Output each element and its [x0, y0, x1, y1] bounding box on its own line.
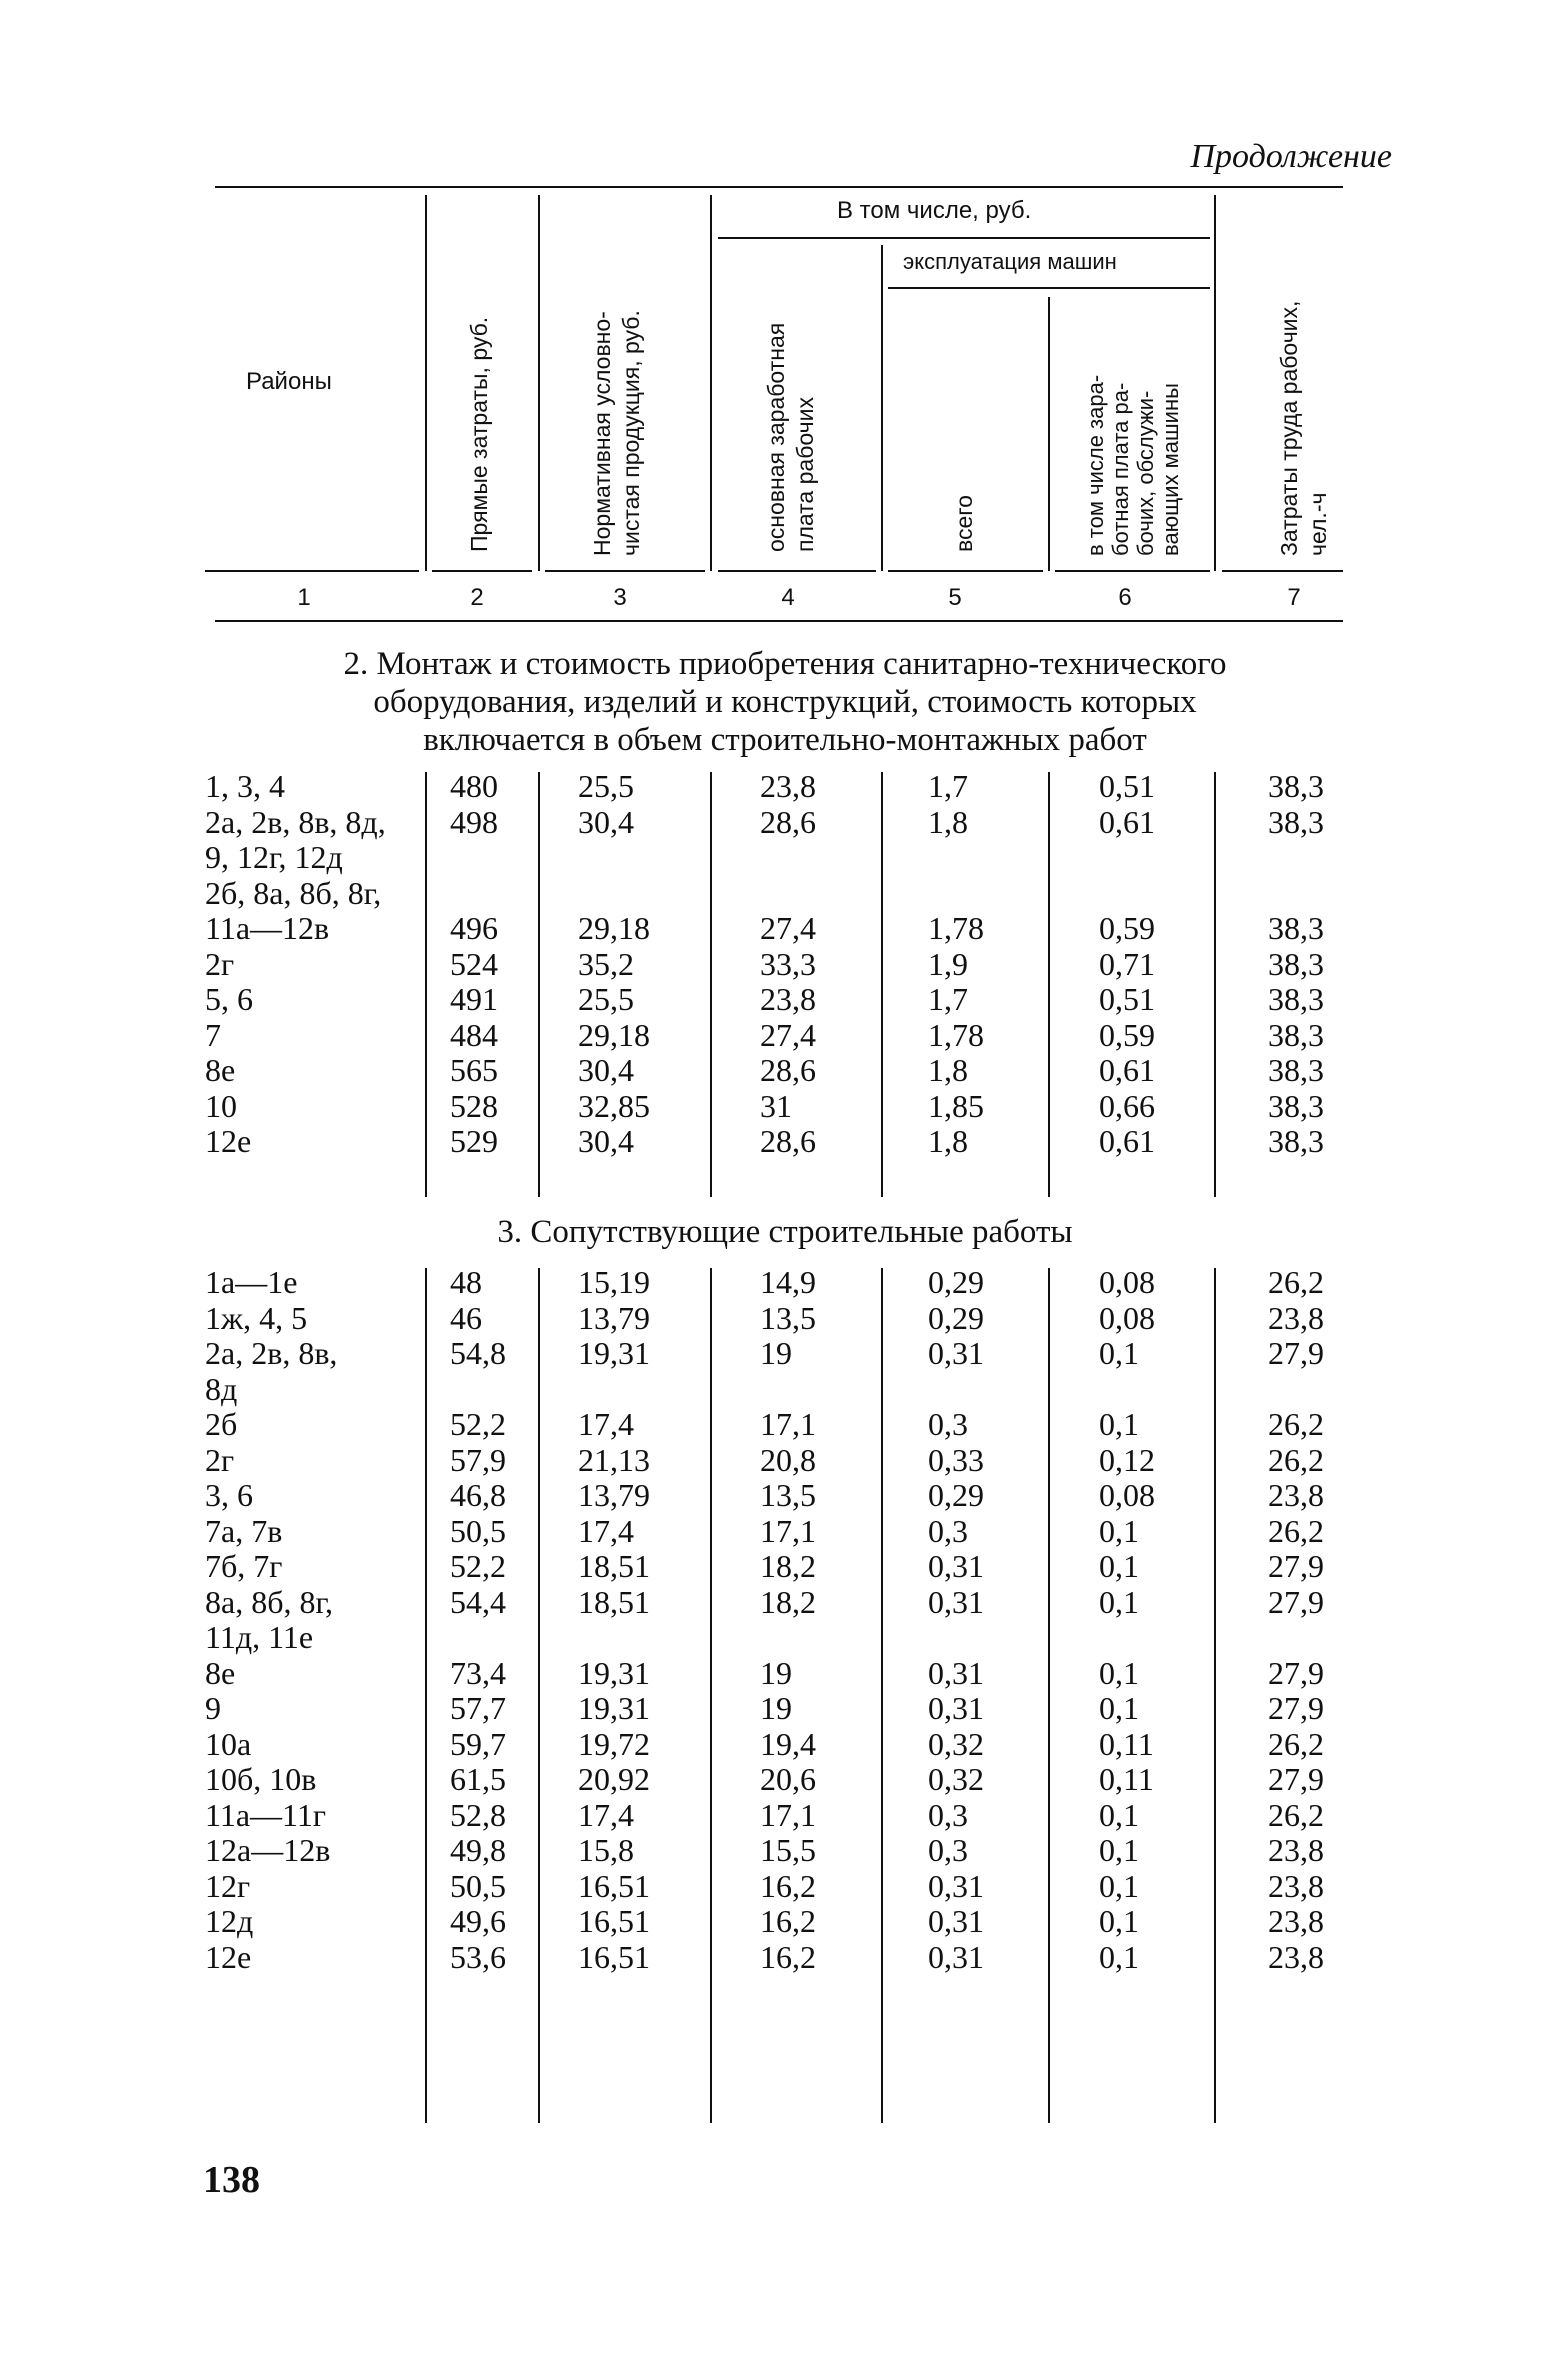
value-cell: 1,78: [928, 910, 984, 946]
value-cell: 0,61: [1099, 803, 1155, 840]
district-cell: 12е: [205, 1123, 252, 1159]
value-cell: 27,9: [1268, 1335, 1324, 1371]
value-cell: 529: [450, 1123, 498, 1159]
value-cell: 38,3: [1268, 1123, 1324, 1159]
value-cell: 52,8: [450, 1796, 506, 1833]
value-cell: 19: [760, 1335, 792, 1371]
district-cell: 7б, 7г: [205, 1548, 283, 1584]
table-row: [0, 1868, 1549, 1904]
section2-title-line1: 2. Монтаж и стоимость приобретения санитарно-технического: [343, 646, 1227, 682]
value-cell: 59,7: [450, 1725, 506, 1762]
value-cell: 23,8: [1268, 1832, 1324, 1868]
header-machine-operation: эксплуатация машин: [903, 249, 1117, 274]
value-cell: 19,4: [760, 1725, 816, 1762]
value-cell: 0,08: [1099, 1264, 1155, 1300]
district-cell: 3, 6: [205, 1477, 253, 1513]
value-cell: 50,5: [450, 1867, 506, 1904]
value-cell: 484: [450, 1016, 498, 1053]
value-cell: 38,3: [1268, 981, 1324, 1017]
value-cell: 21,13: [578, 1441, 650, 1478]
value-cell: 0,1: [1099, 1903, 1139, 1939]
value-cell: 19,31: [578, 1690, 650, 1726]
value-cell: 0,59: [1099, 1016, 1155, 1053]
value-cell: 13,79: [578, 1299, 650, 1336]
value-cell: 38,3: [1268, 910, 1324, 946]
value-cell: 26,2: [1268, 1406, 1324, 1442]
value-cell: 0,29: [928, 1264, 984, 1300]
value-cell: 19: [760, 1690, 792, 1726]
district-cell: 5, 6: [205, 981, 253, 1017]
table-row: [0, 1726, 1549, 1762]
table-row: [0, 1513, 1549, 1549]
header-bottom-rule: [888, 570, 1043, 572]
value-cell: 17,4: [578, 1796, 634, 1833]
value-cell: 23,8: [760, 981, 816, 1017]
value-cell: 23,8: [1268, 1477, 1324, 1513]
value-cell: 27,9: [1268, 1690, 1324, 1726]
district-cell: 11а—12в: [205, 910, 330, 946]
district-cell: 8е: [205, 1654, 236, 1691]
header-incl-wage-line3: бочих, обслужи-: [1133, 390, 1158, 556]
value-cell: 23,8: [1268, 1903, 1324, 1939]
including-rule: [718, 237, 1210, 239]
column-number: 7: [1287, 584, 1301, 611]
value-cell: 30,4: [578, 1123, 634, 1159]
value-cell: 27,9: [1268, 1583, 1324, 1620]
value-cell: 35,2: [578, 945, 634, 982]
value-cell: 0,1: [1099, 1548, 1139, 1584]
value-cell: 0,59: [1099, 910, 1155, 946]
value-cell: 38,3: [1268, 1052, 1324, 1088]
table-row: [0, 981, 1549, 1017]
value-cell: 57,9: [450, 1441, 506, 1478]
page-number: 138: [203, 2159, 260, 2201]
value-cell: 26,2: [1268, 1264, 1324, 1300]
district-cell: 2г: [205, 945, 235, 982]
column-number: 5: [948, 584, 962, 611]
value-cell: 19,31: [578, 1654, 650, 1691]
value-cell: 0,51: [1099, 768, 1155, 804]
value-cell: 16,51: [578, 1903, 650, 1939]
header-total: всего: [951, 495, 977, 552]
table-row: [0, 768, 1549, 804]
district-cell: 7а, 7в: [205, 1512, 283, 1549]
header-divider: [538, 195, 540, 571]
value-cell: 1,7: [928, 981, 968, 1017]
value-cell: 1,9: [928, 945, 968, 982]
value-cell: 565: [450, 1052, 498, 1088]
value-cell: 528: [450, 1087, 498, 1124]
value-cell: 26,2: [1268, 1796, 1324, 1833]
district-cell: 8е: [205, 1052, 236, 1088]
table-row: [0, 804, 1549, 840]
value-cell: 0,31: [928, 1938, 984, 1975]
value-cell: 52,2: [450, 1548, 506, 1584]
value-cell: 0,08: [1099, 1477, 1155, 1513]
header-bottom-rule: [718, 570, 876, 572]
column-number: 4: [781, 584, 795, 611]
header-divider: [1214, 195, 1216, 571]
section3-title: 3. Сопутствующие строительные работы: [497, 1214, 1073, 1250]
value-cell: 16,2: [760, 1938, 816, 1975]
value-cell: 0,11: [1099, 1725, 1154, 1762]
header-base-wage: [762, 323, 820, 552]
header-divider: [1048, 297, 1050, 571]
value-cell: 0,1: [1099, 1867, 1139, 1904]
header-incl-wage-line4: вающих машины: [1158, 383, 1183, 556]
value-cell: 13,79: [578, 1477, 650, 1513]
value-cell: 0,31: [928, 1335, 984, 1371]
table-row: [0, 1761, 1549, 1797]
machines-rule: [888, 287, 1210, 289]
value-cell: 0,12: [1099, 1441, 1155, 1478]
table-row: [0, 1548, 1549, 1584]
district-cell: 9: [205, 1690, 221, 1726]
value-cell: 0,3: [928, 1832, 968, 1868]
district-cell: 12е: [205, 1938, 252, 1975]
district-cell: 1, 3, 4: [205, 768, 285, 804]
value-cell: 0,1: [1099, 1796, 1139, 1833]
header-normative-net: [588, 310, 646, 556]
header-direct-costs: Прямые затраты, руб.: [466, 316, 492, 552]
value-cell: 0,31: [928, 1548, 984, 1584]
header-bottom-rule: [1055, 570, 1210, 572]
value-cell: 498: [450, 803, 498, 840]
value-cell: 23,8: [760, 768, 816, 804]
district-cell: 9, 12г, 12д: [205, 839, 343, 875]
value-cell: 16,51: [578, 1938, 650, 1975]
value-cell: 38,3: [1268, 945, 1324, 982]
column-numbers-rule: [215, 620, 1343, 622]
district-cell: 11д, 11е: [205, 1619, 314, 1655]
column-number: 6: [1118, 584, 1132, 611]
value-cell: 0,51: [1099, 981, 1155, 1017]
section2-title-line3: включается в объем строительно-монтажных работ: [423, 722, 1147, 758]
header-incl-wage-line2: ботная плата ра-: [1108, 382, 1133, 556]
value-cell: 38,3: [1268, 1016, 1324, 1053]
district-cell: 1а—1е: [205, 1264, 298, 1300]
value-cell: 1,85: [928, 1087, 984, 1124]
section2-title: [220, 645, 1350, 759]
value-cell: 26,2: [1268, 1725, 1324, 1762]
table-row: [0, 1832, 1549, 1868]
value-cell: 0,1: [1099, 1654, 1139, 1691]
value-cell: 19,31: [578, 1335, 650, 1371]
value-cell: 0,3: [928, 1796, 968, 1833]
value-cell: 0,3: [928, 1406, 968, 1442]
value-cell: 1,8: [928, 803, 968, 840]
district-cell: 12г: [205, 1867, 251, 1904]
value-cell: 0,1: [1099, 1335, 1139, 1371]
value-cell: 17,1: [760, 1406, 816, 1442]
value-cell: 16,51: [578, 1867, 650, 1904]
table-row: [0, 875, 1549, 911]
value-cell: 0,3: [928, 1512, 968, 1549]
header-incl-wage: [1083, 375, 1183, 556]
value-cell: 27,4: [760, 1016, 816, 1053]
section2-title-line2: оборудования, изделий и конструкций, стоимость которых: [373, 684, 1197, 720]
district-cell: 10б, 10в: [205, 1761, 317, 1797]
header-labor-line2: чел.-ч: [1305, 492, 1331, 556]
value-cell: 17,4: [578, 1406, 634, 1442]
value-cell: 38,3: [1268, 1087, 1324, 1124]
table-row: [0, 1123, 1549, 1159]
value-cell: 14,9: [760, 1264, 816, 1300]
table-row: [0, 1690, 1549, 1726]
value-cell: 0,33: [928, 1441, 984, 1478]
value-cell: 16,2: [760, 1867, 816, 1904]
district-cell: 11а—11г: [205, 1796, 326, 1833]
header-normative-net-line1: Нормативная условно-: [589, 311, 615, 556]
district-cell: 10а: [205, 1725, 252, 1762]
header-bottom-rule: [432, 570, 532, 572]
value-cell: 46,8: [450, 1477, 506, 1513]
value-cell: 0,31: [928, 1867, 984, 1904]
header-divider: [881, 245, 883, 571]
table-row: [0, 1052, 1549, 1088]
value-cell: 0,31: [928, 1654, 984, 1691]
value-cell: 33,3: [760, 945, 816, 982]
district-cell: 2б: [205, 1406, 238, 1442]
header-districts: Районы: [246, 368, 332, 395]
value-cell: 27,9: [1268, 1548, 1324, 1584]
value-cell: 0,1: [1099, 1832, 1139, 1868]
table-row: [0, 1939, 1549, 1975]
district-cell: 7: [205, 1016, 221, 1053]
value-cell: 0,1: [1099, 1406, 1139, 1442]
header-base-wage-line2: плата рабочих: [792, 397, 818, 552]
value-cell: 17,1: [760, 1796, 816, 1833]
value-cell: 20,8: [760, 1441, 816, 1478]
table-row: [0, 1619, 1549, 1655]
district-cell: 2а, 2в, 8в, 8д,: [205, 803, 386, 840]
value-cell: 28,6: [760, 803, 816, 840]
value-cell: 0,29: [928, 1477, 984, 1513]
table-row: [0, 1903, 1549, 1939]
table-row: [0, 1088, 1549, 1124]
header-divider: [425, 195, 427, 571]
value-cell: 0,32: [928, 1725, 984, 1762]
value-cell: 1,78: [928, 1016, 984, 1053]
table-row: [0, 1797, 1549, 1833]
value-cell: 26,2: [1268, 1512, 1324, 1549]
district-cell: 12д: [205, 1903, 254, 1939]
header-incl-wage-line1: в том числе зара-: [1083, 374, 1108, 556]
value-cell: 49,6: [450, 1903, 506, 1939]
value-cell: 0,08: [1099, 1299, 1155, 1336]
value-cell: 13,5: [760, 1477, 816, 1513]
value-cell: 25,5: [578, 768, 634, 804]
table-row: [0, 1406, 1549, 1442]
value-cell: 17,1: [760, 1512, 816, 1549]
value-cell: 15,19: [578, 1264, 650, 1300]
value-cell: 1,8: [928, 1123, 968, 1159]
value-cell: 0,32: [928, 1761, 984, 1797]
value-cell: 491: [450, 981, 498, 1017]
district-cell: 10: [205, 1087, 237, 1124]
table-row: [0, 1442, 1549, 1478]
value-cell: 0,61: [1099, 1052, 1155, 1088]
district-cell: 8д: [205, 1370, 238, 1407]
value-cell: 0,1: [1099, 1690, 1139, 1726]
value-cell: 20,6: [760, 1761, 816, 1797]
table-row: [0, 1655, 1549, 1691]
value-cell: 38,3: [1268, 803, 1324, 840]
value-cell: 18,51: [578, 1583, 650, 1620]
header-including: В том числе, руб.: [837, 197, 1032, 224]
table-row: [0, 839, 1549, 875]
value-cell: 46: [450, 1299, 482, 1336]
table-row: [0, 1371, 1549, 1407]
value-cell: 23,8: [1268, 1299, 1324, 1336]
value-cell: 20,92: [578, 1761, 650, 1797]
value-cell: 524: [450, 945, 498, 982]
value-cell: 28,6: [760, 1123, 816, 1159]
value-cell: 15,5: [760, 1832, 816, 1868]
table-row: [0, 1584, 1549, 1620]
value-cell: 50,5: [450, 1512, 506, 1549]
value-cell: 0,31: [928, 1583, 984, 1620]
value-cell: 29,18: [578, 910, 650, 946]
value-cell: 0,29: [928, 1299, 984, 1336]
value-cell: 18,51: [578, 1548, 650, 1584]
header-labor: [1275, 301, 1333, 556]
value-cell: 23,8: [1268, 1867, 1324, 1904]
value-cell: 29,18: [578, 1016, 650, 1053]
value-cell: 54,4: [450, 1583, 506, 1620]
value-cell: 38,3: [1268, 768, 1324, 804]
value-cell: 0,11: [1099, 1761, 1154, 1797]
header-labor-line1: Затраты труда рабочих,: [1276, 300, 1302, 556]
header-bottom-rule: [545, 570, 705, 572]
value-cell: 30,4: [578, 1052, 634, 1088]
value-cell: 18,2: [760, 1583, 816, 1620]
value-cell: 31: [760, 1087, 792, 1124]
table-row: [0, 910, 1549, 946]
table-row: [0, 1264, 1549, 1300]
header-divider: [710, 195, 712, 571]
value-cell: 17,4: [578, 1512, 634, 1549]
value-cell: 53,6: [450, 1938, 506, 1975]
continuation-label: Продолжение: [1190, 138, 1392, 175]
value-cell: 54,8: [450, 1335, 506, 1371]
value-cell: 27,9: [1268, 1654, 1324, 1691]
value-cell: 19,72: [578, 1725, 650, 1762]
value-cell: 0,1: [1099, 1938, 1139, 1975]
value-cell: 1,8: [928, 1052, 968, 1088]
value-cell: 480: [450, 768, 498, 804]
header-normative-net-line2: чистая продукция, руб.: [618, 310, 644, 556]
value-cell: 27,9: [1268, 1761, 1324, 1797]
value-cell: 0,1: [1099, 1583, 1139, 1620]
table-row: [0, 1477, 1549, 1513]
column-number: 3: [613, 584, 627, 611]
value-cell: 28,6: [760, 1052, 816, 1088]
table-row: [0, 1335, 1549, 1371]
value-cell: 13,5: [760, 1299, 816, 1336]
column-number: 1: [297, 584, 311, 611]
value-cell: 19: [760, 1654, 792, 1691]
value-cell: 496: [450, 910, 498, 946]
value-cell: 73,4: [450, 1654, 506, 1691]
value-cell: 25,5: [578, 981, 634, 1017]
value-cell: 52,2: [450, 1406, 506, 1442]
district-cell: 12а—12в: [205, 1832, 331, 1868]
value-cell: 27,4: [760, 910, 816, 946]
value-cell: 0,66: [1099, 1087, 1155, 1124]
value-cell: 0,1: [1099, 1512, 1139, 1549]
value-cell: 30,4: [578, 803, 634, 840]
header-bottom-rule: [205, 570, 419, 572]
value-cell: 0,71: [1099, 945, 1155, 982]
value-cell: 32,85: [578, 1087, 650, 1124]
table-row: [0, 1300, 1549, 1336]
header-base-wage-line1: основная заработная: [763, 322, 789, 552]
table-row: [0, 946, 1549, 982]
district-cell: 2б, 8а, 8б, 8г,: [205, 874, 382, 911]
header-bottom-rule: [1222, 570, 1343, 572]
value-cell: 1,7: [928, 768, 968, 804]
district-cell: 2а, 2в, 8в,: [205, 1335, 338, 1371]
value-cell: 48: [450, 1264, 482, 1300]
district-cell: 2г: [205, 1441, 235, 1478]
district-cell: 8а, 8б, 8г,: [205, 1583, 333, 1620]
table-top-rule: [215, 186, 1343, 188]
value-cell: 23,8: [1268, 1938, 1324, 1975]
value-cell: 15,8: [578, 1832, 634, 1868]
value-cell: 0,61: [1099, 1123, 1155, 1159]
value-cell: 61,5: [450, 1761, 506, 1797]
district-cell: 1ж, 4, 5: [205, 1299, 308, 1336]
value-cell: 16,2: [760, 1903, 816, 1939]
value-cell: 0,31: [928, 1690, 984, 1726]
table-row: [0, 1017, 1549, 1053]
value-cell: 57,7: [450, 1690, 506, 1726]
value-cell: 18,2: [760, 1548, 816, 1584]
value-cell: 0,31: [928, 1903, 984, 1939]
value-cell: 49,8: [450, 1832, 506, 1868]
value-cell: 26,2: [1268, 1441, 1324, 1478]
column-number: 2: [470, 584, 484, 611]
